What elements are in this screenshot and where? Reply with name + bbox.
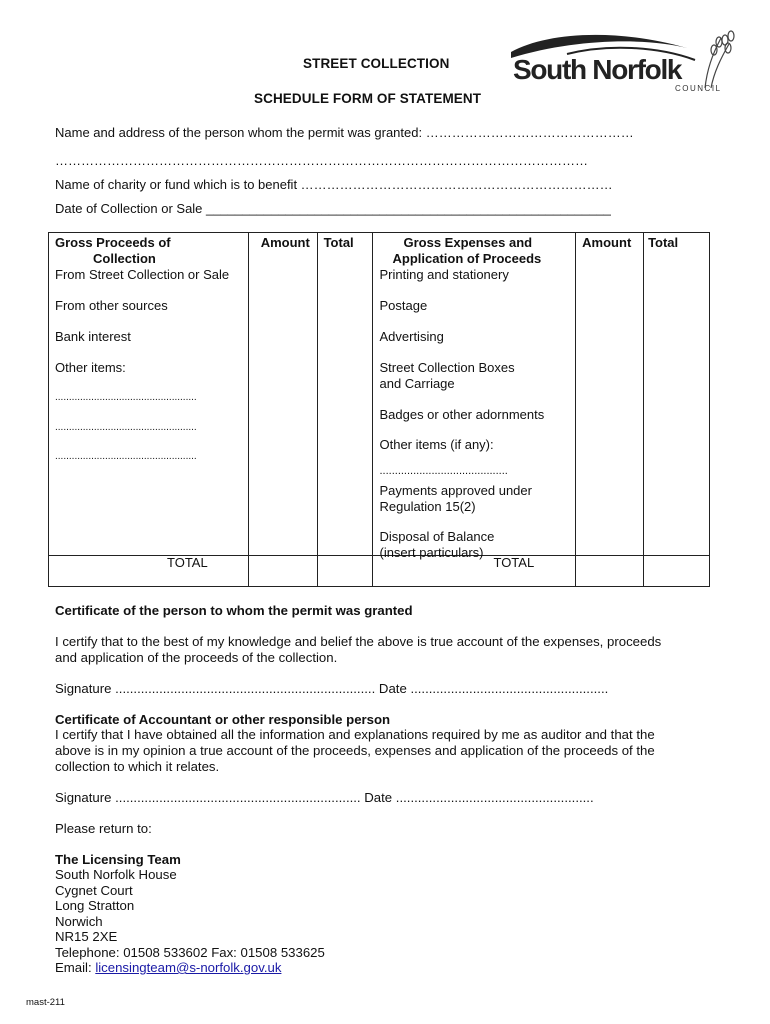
list-item: and Carriage xyxy=(379,376,455,391)
signature-line[interactable]: Signature ................................................................... Date ...................................................... xyxy=(55,790,594,805)
list-item: Badges or other adornments xyxy=(379,407,545,422)
certificate-heading: Certificate of the person to whom the permit was granted xyxy=(55,603,413,618)
expenses-column xyxy=(373,233,576,560)
proceeds-total-total[interactable] xyxy=(317,556,373,587)
list-item: From Street Collection or Sale xyxy=(55,267,230,282)
address-line: Cygnet Court xyxy=(55,883,133,898)
list-item: Other items (if any): xyxy=(379,437,494,452)
amount-column-right[interactable] xyxy=(576,233,644,556)
amount-header: Amount xyxy=(582,235,632,250)
council-logo xyxy=(507,30,739,100)
logo-wordmark: South Norfolk xyxy=(513,54,682,85)
total-header: Total xyxy=(323,235,354,250)
expenses-total-label: TOTAL xyxy=(493,555,535,570)
form-title: STREET COLLECTION xyxy=(303,56,450,71)
proceeds-total-label: TOTAL xyxy=(167,555,208,570)
other-item-line[interactable]: ................................................... xyxy=(55,392,197,403)
proceeds-header-line2: Collection xyxy=(93,251,156,266)
list-item: Other items: xyxy=(55,360,126,375)
charity-field[interactable]: Name of charity or fund which is to benefit ……………………………………………………………… xyxy=(55,177,613,192)
other-item-line[interactable]: ................................................... xyxy=(55,451,197,462)
expenses-total-row xyxy=(373,556,576,587)
address-line: Norwich xyxy=(55,914,103,929)
expenses-amount-total[interactable] xyxy=(576,556,644,587)
collection-date-field[interactable]: Date of Collection or Sale ________________________________________________________ xyxy=(55,201,611,216)
certificate-text: and application of the proceeds of the collection. xyxy=(55,650,338,665)
expenses-header-line2: Application of Proceeds xyxy=(392,251,542,266)
amount-column-left[interactable] xyxy=(248,233,317,556)
list-item: Bank interest xyxy=(55,329,131,344)
total-column-left[interactable] xyxy=(317,233,373,556)
proceeds-header-line1: Gross Proceeds of xyxy=(55,235,171,250)
total-header: Total xyxy=(648,235,679,250)
name-address-continuation[interactable]: …………………………………………………………………………………………………………… xyxy=(55,153,588,168)
other-item-line[interactable]: .......................................... xyxy=(379,465,508,477)
expenses-header-line1: Gross Expenses and xyxy=(403,235,533,250)
accountant-certificate-heading: Certificate of Accountant or other responsible person xyxy=(55,712,391,727)
logo-council-label: COUNCIL xyxy=(675,84,722,93)
signature-line[interactable]: Signature ....................................................................... Date ...................................................... xyxy=(55,681,609,696)
email-link[interactable]: licensingteam@s-norfolk.gov.uk xyxy=(95,960,282,975)
proceeds-column xyxy=(49,233,249,556)
certificate-text: I certify that to the best of my knowledge and belief the above is true account of the expenses, proceeds xyxy=(55,634,662,649)
certificate-text: collection to which it relates. xyxy=(55,759,220,774)
email-label: Email: xyxy=(55,960,96,975)
certificate-text: above is in my opinion a true account of the proceeds, expenses and application of the proceeds of the xyxy=(55,743,655,758)
amount-header: Amount xyxy=(260,235,310,250)
contact-email xyxy=(55,960,281,976)
total-column-right[interactable] xyxy=(644,233,710,556)
form-code: mast-211 xyxy=(26,997,65,1008)
contact-phone: Telephone: 01508 533602 Fax: 01508 533625 xyxy=(55,945,325,960)
proceeds-amount-total[interactable] xyxy=(248,556,317,587)
list-item: Postage xyxy=(379,298,428,313)
address-postcode: NR15 2XE xyxy=(55,929,118,944)
list-item: From other sources xyxy=(55,298,168,313)
form-subtitle: SCHEDULE FORM OF STATEMENT xyxy=(254,91,482,106)
return-label: Please return to: xyxy=(55,821,152,836)
name-address-field[interactable]: Name and address of the person whom the permit was granted: ………………………………………… xyxy=(55,125,634,140)
list-item: (insert particulars) xyxy=(379,545,484,560)
team-name: The Licensing Team xyxy=(55,852,181,867)
certificate-text: I certify that I have obtained all the information and explanations required by me as auditor and that the xyxy=(55,727,655,742)
list-item: Advertising xyxy=(379,329,444,344)
list-item: Street Collection Boxes xyxy=(379,360,515,375)
expenses-total-total[interactable] xyxy=(644,556,710,587)
list-item: Regulation 15(2) xyxy=(379,499,476,514)
other-item-line[interactable]: ................................................... xyxy=(55,422,197,433)
list-item: Disposal of Balance xyxy=(379,529,495,544)
list-item: Printing and stationery xyxy=(379,267,509,282)
schedule-table xyxy=(48,232,710,587)
address-line: South Norfolk House xyxy=(55,867,177,882)
list-item: Payments approved under xyxy=(379,483,532,498)
proceeds-total-row xyxy=(49,556,249,587)
address-line: Long Stratton xyxy=(55,898,135,913)
